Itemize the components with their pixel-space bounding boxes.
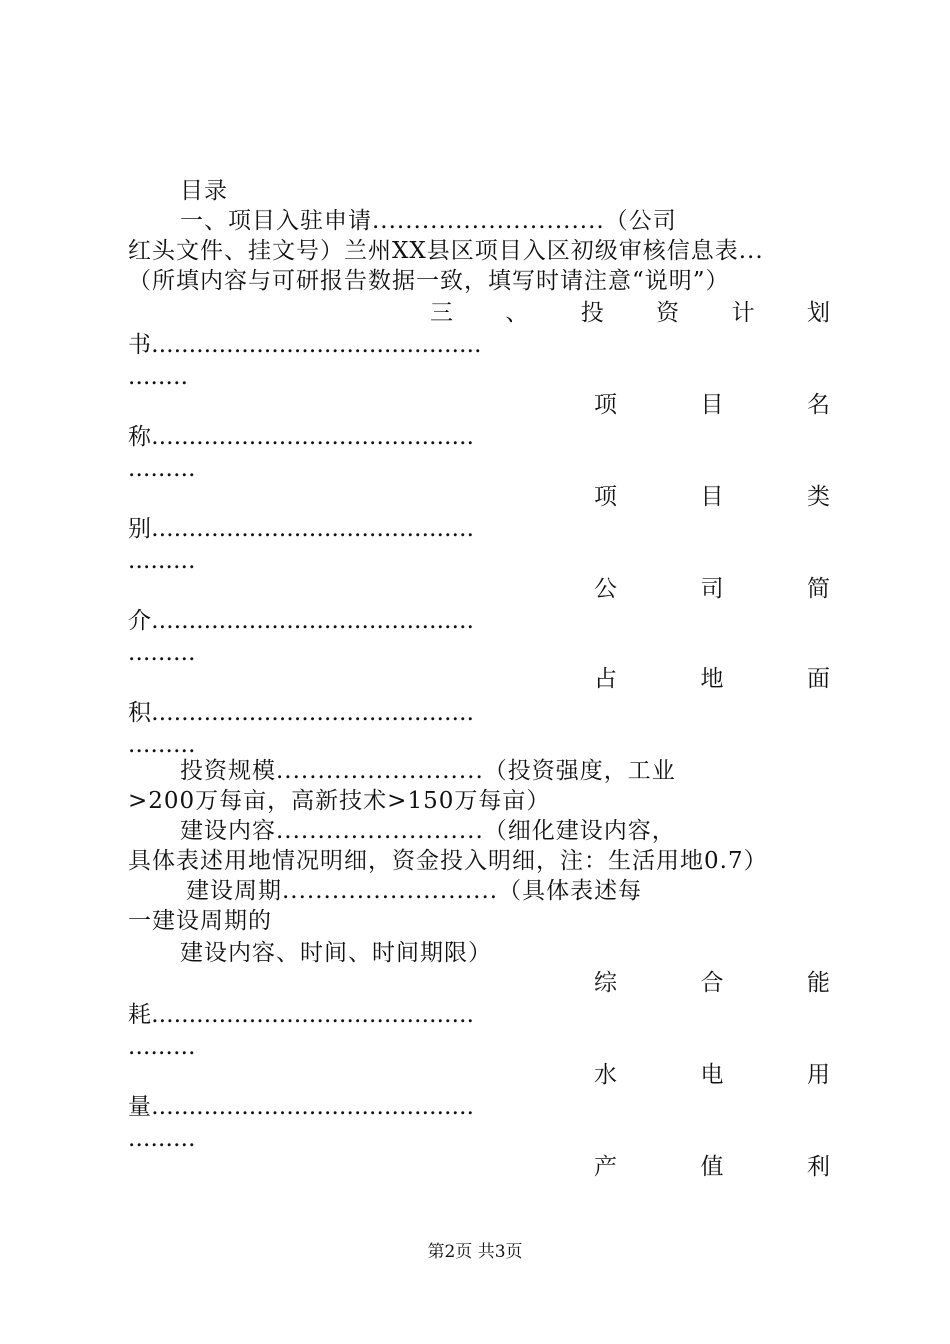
construction-period: 建设周期..........................（具体表述每 xyxy=(186,878,643,904)
heading-char: 司 xyxy=(700,576,724,602)
toc-item-1-note: （所填内容与可研报告数据一致，填写时请注意“说明”） xyxy=(128,268,730,294)
section-3-char: 投 xyxy=(580,300,604,326)
heading-char: 项 xyxy=(594,392,617,418)
energy-leader: 耗........................................... xyxy=(128,1002,475,1028)
section-3-char: 计 xyxy=(731,300,755,326)
construction-period-cont2: 建设内容、时间、时间期限） xyxy=(180,940,492,966)
section-3-heading xyxy=(430,298,830,328)
section-3-char: 三 xyxy=(430,300,453,326)
land-area-leader-cont: ......... xyxy=(128,732,196,758)
water-power-leader: 量........................................... xyxy=(128,1094,475,1120)
construction-content: 建设内容.........................（细化建设内容， xyxy=(180,818,676,844)
heading-char: 产 xyxy=(594,1154,617,1180)
heading-char: 值 xyxy=(700,1154,724,1180)
land-area-heading xyxy=(594,664,830,694)
page-footer: 第2页 共3页 xyxy=(427,1242,523,1262)
project-type-leader: 别........................................... xyxy=(128,516,475,542)
heading-char: 用 xyxy=(807,1062,830,1088)
section-3-leader: 书............................................ xyxy=(128,332,482,358)
heading-char: 简 xyxy=(807,576,830,602)
project-type-heading xyxy=(594,482,830,512)
section-3-char: 资 xyxy=(656,300,680,326)
water-power-heading xyxy=(594,1060,830,1090)
toc-item-1-cont: 红头文件、挂文号）兰州XX县区项目入区初级审核信息表... xyxy=(128,238,764,264)
heading-char: 利 xyxy=(807,1154,830,1180)
investment-scale: 投资规模.........................（投资强度，工业 xyxy=(180,758,676,784)
project-name-leader-cont: ......... xyxy=(128,456,196,482)
land-area-leader: 积........................................... xyxy=(128,700,475,726)
heading-char: 合 xyxy=(700,970,724,996)
energy-heading xyxy=(594,968,830,998)
heading-char: 目 xyxy=(700,392,724,418)
heading-char: 地 xyxy=(700,666,724,692)
heading-char: 占 xyxy=(594,666,617,692)
heading-char: 名 xyxy=(807,392,830,418)
water-power-leader-cont: ......... xyxy=(128,1126,196,1152)
output-profit-heading xyxy=(594,1152,830,1182)
construction-period-cont: 一建设周期的 xyxy=(128,908,272,934)
heading-char: 电 xyxy=(700,1062,724,1088)
heading-char: 目 xyxy=(700,484,724,510)
investment-scale-cont: >200万每亩，高新技术>150万每亩） xyxy=(128,788,551,814)
heading-char: 能 xyxy=(807,970,830,996)
toc-item-1: 一、项目入驻申请............................（公司 xyxy=(180,208,677,234)
company-intro-heading xyxy=(594,574,830,604)
heading-char: 综 xyxy=(594,970,617,996)
project-name-leader: 称........................................... xyxy=(128,424,475,450)
heading-char: 面 xyxy=(807,666,830,692)
section-3-char: 、 xyxy=(505,300,529,326)
company-intro-leader: 介........................................... xyxy=(128,608,475,634)
section-3-char: 划 xyxy=(806,300,830,326)
heading-char: 项 xyxy=(594,484,617,510)
toc-title: 目录 xyxy=(180,178,228,204)
energy-leader-cont: ......... xyxy=(128,1034,196,1060)
section-3-leader-cont: ........ xyxy=(128,364,189,390)
company-intro-leader-cont: ......... xyxy=(128,640,196,666)
construction-content-cont: 具体表述用地情况明细，资金投入明细，注：生活用地0.7） xyxy=(128,848,768,874)
heading-char: 类 xyxy=(807,484,830,510)
project-type-leader-cont: ......... xyxy=(128,548,196,574)
heading-char: 水 xyxy=(594,1062,617,1088)
project-name-heading xyxy=(594,390,830,420)
heading-char: 公 xyxy=(594,576,617,602)
